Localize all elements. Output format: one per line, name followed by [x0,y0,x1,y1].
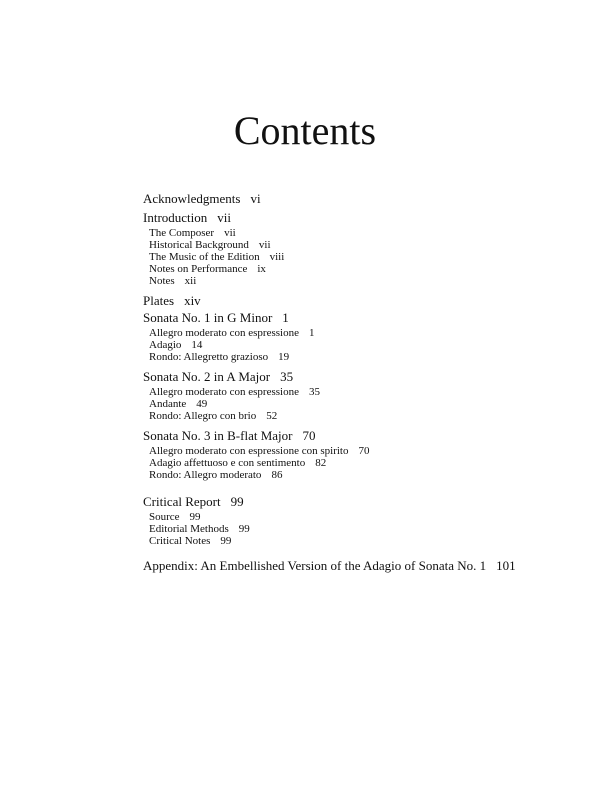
toc-entry-text: Notes on Performance [149,263,248,275]
toc-subentry [143,398,593,410]
toc-entry-text: Acknowledgments [143,191,241,206]
toc-entry-page: vii [224,227,236,239]
toc-entry-page: 82 [315,457,327,469]
toc-entry-plates [143,292,593,309]
toc-subentry [143,410,593,422]
toc-entry-page: xiv [184,293,201,308]
toc-entry-text: Sonata No. 1 in G Minor [143,310,273,325]
toc-subentry [143,469,593,481]
toc-entry-page: 99 [220,535,232,547]
toc-entry-introduction [143,209,593,226]
toc-subentry [143,263,593,275]
toc-entry-page: 35 [280,369,294,384]
toc-entry-text: Source [149,511,180,523]
toc-entry-sonata-3 [143,427,593,444]
toc-entry-page: 99 [238,523,250,535]
toc-entry-page: 35 [308,386,320,398]
toc-entry-page: 49 [196,398,208,410]
toc-entry-text: Introduction [143,210,208,225]
toc-entry-text: Allegro moderato con espressione [149,386,299,398]
toc-subentry [143,351,593,363]
toc-entry-appendix [143,557,593,574]
table-of-contents [143,190,593,574]
toc-entry-text: Critical Report [143,494,221,509]
toc-entry-page: viii [269,251,285,263]
toc-subentry [143,275,593,287]
toc-entry-text: Notes [149,275,175,287]
toc-entry-text: Sonata No. 2 in A Major [143,369,271,384]
toc-entry-page: vi [250,191,261,206]
toc-entry-text: Critical Notes [149,535,211,547]
toc-subentry [143,457,593,469]
toc-entry-text: Allegro moderato con espressione [149,327,299,339]
toc-entry-page: 99 [230,494,244,509]
toc-subentry [143,386,593,398]
toc-entry-page: 1 [308,327,315,339]
toc-entry-page: vii [217,210,231,225]
toc-entry-page: 1 [282,310,289,325]
toc-entry-page: 86 [271,469,283,481]
toc-entry-page: xii [184,275,197,287]
toc-entry-critical-report [143,493,593,510]
toc-entry-acknowledgments [143,190,593,207]
toc-subentry [143,239,593,251]
toc-subentry [143,511,593,523]
toc-entry-text: Rondo: Allegro con brio [149,410,257,422]
toc-subentry [143,523,593,535]
toc-entry-page: 52 [266,410,278,422]
toc-entry-page: 70 [358,445,370,457]
toc-entry-text: Appendix: An Embellished Version of the Adagio of Sonata No. 1 [143,558,487,573]
toc-subentry [143,251,593,263]
toc-entry-text: Historical Background [149,239,249,251]
toc-subentry [143,327,593,339]
toc-entry-text: Editorial Methods [149,523,229,535]
toc-entry-text: Allegro moderato con espressione con spirito [149,445,349,457]
toc-entry-text: Adagio [149,339,182,351]
toc-entry-text: Plates [143,293,175,308]
toc-entry-text: Rondo: Allegro moderato [149,469,262,481]
toc-entry-text: Andante [149,398,187,410]
toc-entry-page: 19 [278,351,290,363]
toc-subentry [143,339,593,351]
toc-subentry [143,445,593,457]
toc-entry-text: Adagio affettuoso e con sentimento [149,457,306,469]
toc-entry-page: 70 [302,428,316,443]
toc-entry-sonata-2 [143,368,593,385]
toc-entry-sonata-1 [143,309,593,326]
toc-entry-text: Sonata No. 3 in B-flat Major [143,428,293,443]
toc-entry-text: The Music of the Edition [149,251,260,263]
toc-entry-page: 99 [189,511,201,523]
toc-entry-page: 101 [496,558,516,573]
toc-subentry [143,227,593,239]
toc-entry-page: ix [257,263,266,275]
page-title: Contents [233,108,377,153]
toc-entry-page: vii [258,239,271,251]
toc-subentry [143,535,593,547]
toc-entry-text: Rondo: Allegretto grazioso [149,351,269,363]
toc-entry-text: The Composer [149,227,215,239]
toc-entry-page: 14 [191,339,203,351]
